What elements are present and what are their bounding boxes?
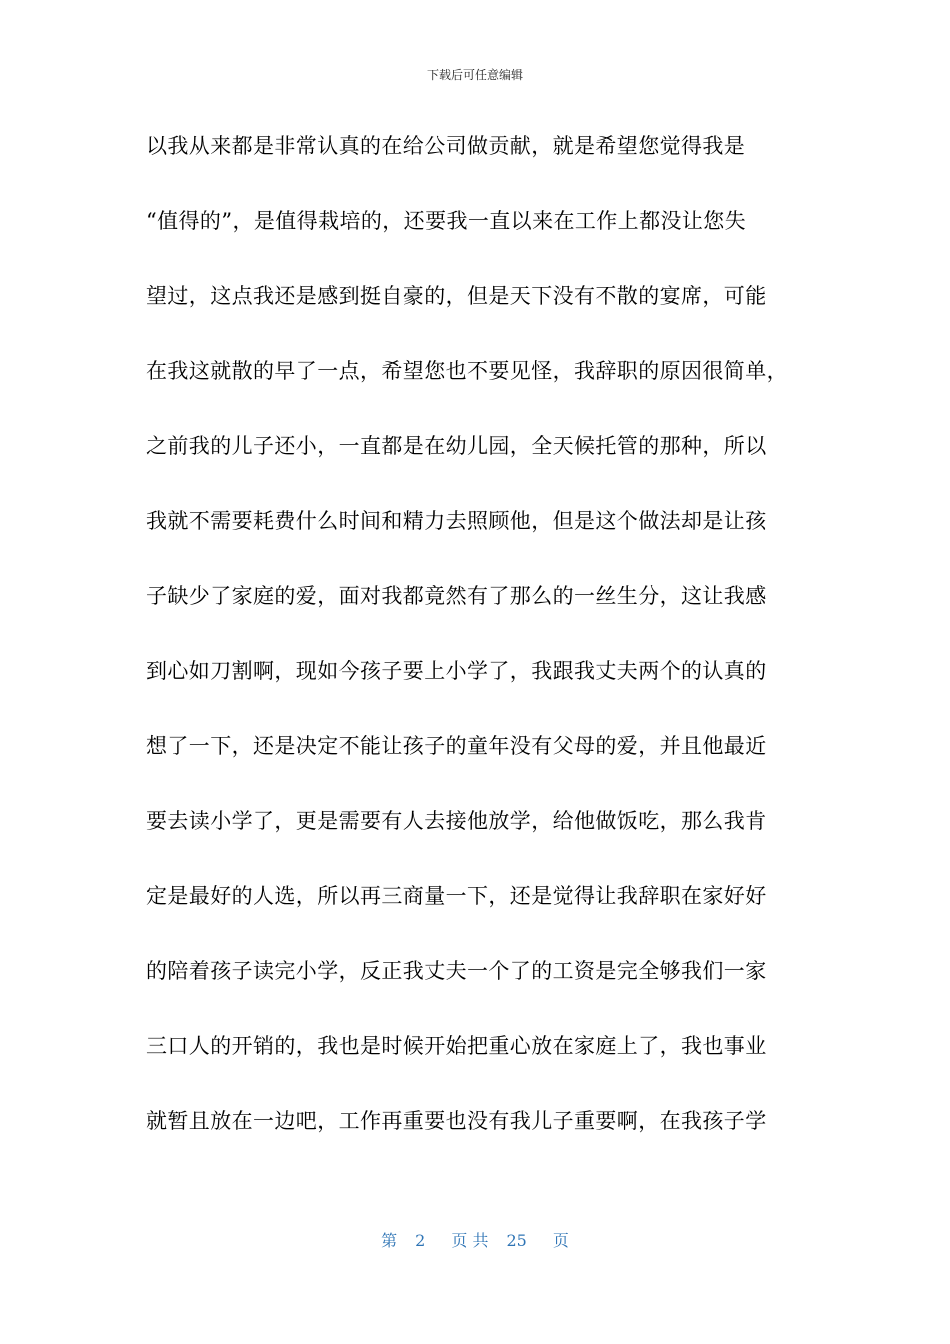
body-line: 以我从来都是非常认真的在给公司做贡献，就是希望您觉得我是 [146, 134, 746, 158]
footer-page-number: 2 [415, 1231, 426, 1250]
body-line: 到心如刀割啊，现如今孩子要上小学了，我跟我丈夫两个的认真的 [146, 659, 767, 683]
footer-suffix: 页 [552, 1231, 569, 1250]
body-line: 想了一下，还是决定不能让孩子的童年没有父母的爱，并且他最近 [146, 734, 767, 758]
body-line: 望过，这点我还是感到挺自豪的，但是天下没有不散的宴席，可能 [146, 284, 767, 308]
page-footer [0, 1228, 950, 1251]
footer-prefix: 第 [381, 1231, 398, 1250]
body-line: 我就不需要耗费什么时间和精力去照顾他，但是这个做法却是让孩 [146, 509, 767, 533]
body-line: 定是最好的人选，所以再三商量一下，还是觉得让我辞职在家好好 [146, 884, 767, 908]
footer-total-pages: 25 [506, 1231, 527, 1250]
body-line: 子缺少了家庭的爱，面对我都竟然有了那么的一丝生分，这让我感 [146, 584, 767, 608]
body-line: 的陪着孩子读完小学，反正我丈夫一个了的工资是完全够我们一家 [146, 959, 767, 983]
footer-middle: 页 共 [451, 1231, 489, 1250]
body-line: “值得的”，是值得栽培的，还要我一直以来在工作上都没让您失 [146, 209, 747, 233]
body-line: 就暂且放在一边吧，工作再重要也没有我儿子重要啊，在我孩子学 [146, 1109, 767, 1133]
header-note: 下载后可任意编辑 [426, 68, 523, 82]
body-line: 三口人的开销的，我也是时候开始把重心放在家庭上了，我也事业 [146, 1034, 767, 1058]
body-line: 之前我的儿子还小，一直都是在幼儿园，全天候托管的那种，所以 [146, 434, 767, 458]
body-text [146, 128, 806, 1178]
body-line: 要去读小学了，更是需要有人去接他放学，给他做饭吃，那么我肯 [146, 809, 767, 833]
body-line: 在我这就散的早了一点，希望您也不要见怪，我辞职的原因很简单， [146, 359, 788, 383]
